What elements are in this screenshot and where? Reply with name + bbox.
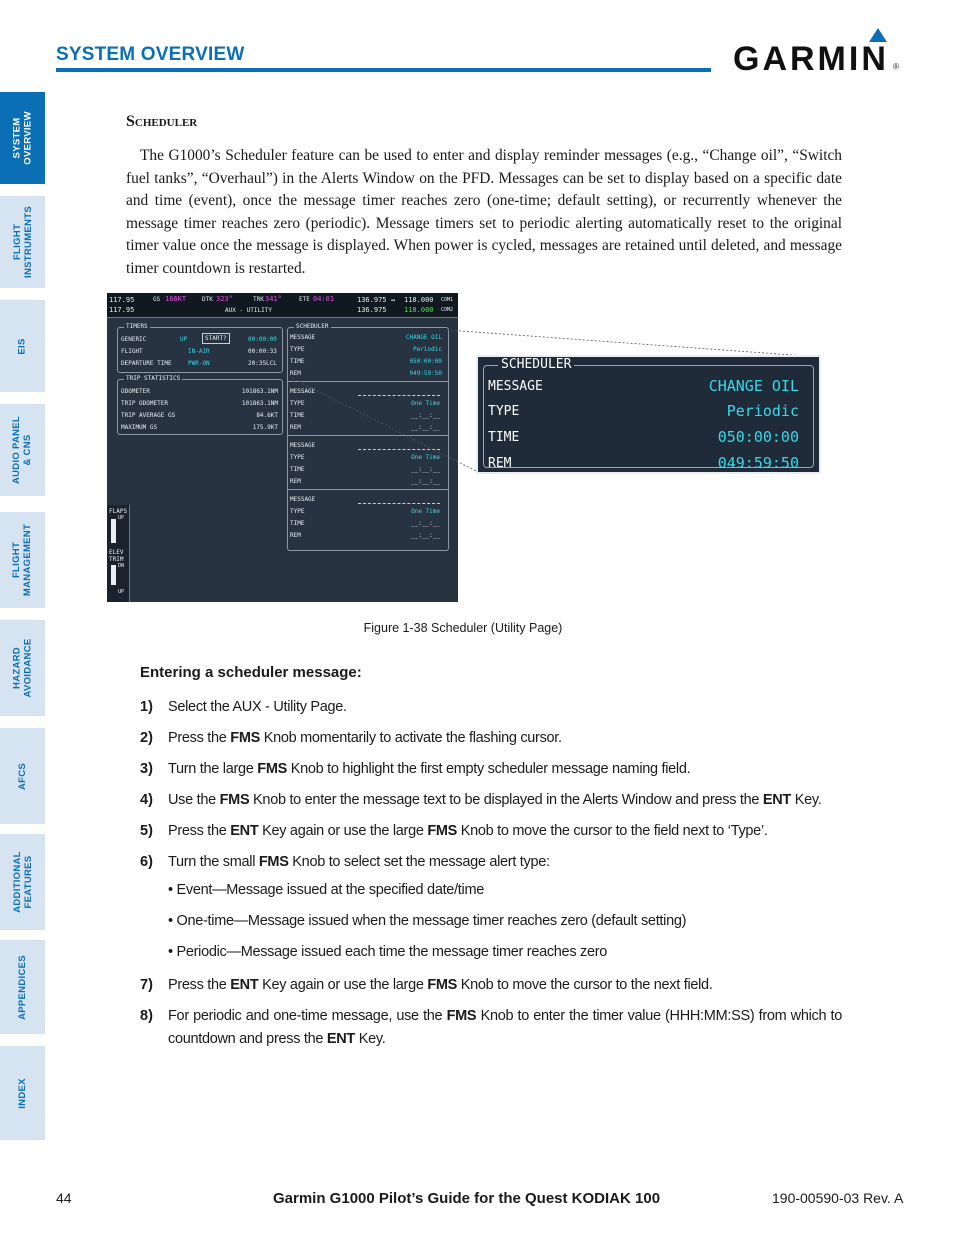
sidebar-tab-additional-features[interactable]: ADDITIONAL FEATURES [0,834,45,930]
page-number: 44 [56,1190,72,1206]
mfd-top-bar: 117.95 117.95 GS 166KT DTK 323° TRK 341° ETE 04:01 AUX - UTILITY 136.975 ↔ 118.000 COM1 136.975 118.000 COM2 [107,293,458,318]
zoom-row-time: TIME 050:00:00 [488,428,799,446]
figure-caption: Figure 1-38 Scheduler (Utility Page) [363,621,563,635]
scheduler-box: SCHEDULER MESSAGE CHANGE OIL TYPE Periodic TIME 050:00:00 REM 049:59:50 MESSAGE TYPE One Time TIME __:__:__ REM __:__:__ MESSAGE TYPE One Time TIME __:__:__ REM __:__:__ MESSAGE TYPE One Time TIME __:__:__ REM __:__:__ [287,327,449,551]
sidebar-tab-flight-instruments[interactable]: FLIGHT INSTRUMENTS [0,196,45,288]
timer-start-button[interactable]: START? [202,333,230,344]
sidebar-tab-system-overview[interactable]: SYSTEM OVERVIEW [0,92,45,184]
footer-title: Garmin G1000 Pilot’s Guide for the Quest KODIAK 100 [273,1190,661,1207]
garmin-logo: GARMIN ® [733,28,899,76]
procedure-title: Entering a scheduler message: [140,664,362,681]
trip-statistics-box: TRIP STATISTICS ODOMETER 101863.1NM TRIP ODOMETER 101863.1NM TRIP AVERAGE GS 84.6KT MAXIMUM GS 175.9KT [117,379,283,435]
sidebar-tab-appendices[interactable]: APPENDICES [0,940,45,1034]
flaps-trim-strip: FLAPS UP ELEV TRIM DN UP [107,505,130,602]
step-5: 5) Press the ENT Key again or use the large FMS Knob to move the cursor to the field next to ‘Type’. [140,823,768,839]
zoom-row-message: MESSAGE CHANGE OIL [488,377,799,395]
step-1: 1) Select the AUX - Utility Page. [140,699,347,715]
step-8: 8) For periodic and one-time message, use the FMS Knob to enter the timer value (HHH:MM:SS) from which to countdown and press the ENT Key. [140,1008,842,1047]
scheduler-zoom-callout: SCHEDULER MESSAGE CHANGE OIL TYPE Periodic TIME 050:00:00 REM 049:59:50 [476,355,821,474]
sidebar-tab-eis[interactable]: EIS [0,300,45,392]
sidebar-tab-index[interactable]: INDEX [0,1046,45,1140]
step-6: 6) Turn the small FMS Knob to select set the message alert type: [140,854,550,870]
timers-box: TIMERS GENERIC UP START? 00:00:00 FLIGHT IN-AIR 00:00:33 DEPARTURE TIME PWR-ON 20:35LCL [117,327,283,373]
bullet-event: • Event—Message issued at the specified date/time [168,882,484,898]
zoom-row-type: TYPE Periodic [488,402,799,420]
zoom-row-rem: REM 049:59:50 [488,454,799,472]
doc-number: 190-00590-03 Rev. A [772,1190,904,1206]
sidebar-tab-flight-management[interactable]: FLIGHT MANAGEMENT [0,512,45,608]
step-4: 4) Use the FMS Knob to enter the message text to be displayed in the Alerts Window and press the ENT Key. [140,792,822,808]
sidebar-tab-hazard-avoidance[interactable]: HAZARD AVOIDANCE [0,620,45,716]
step-3: 3) Turn the large FMS Knob to highlight the first empty scheduler message naming field. [140,761,691,777]
bullet-one-time: • One-time—Message issued when the message timer reaches zero (default setting) [168,913,687,929]
bullet-periodic: • Periodic—Message issued each time the message timer reaches zero [168,944,608,960]
intro-paragraph: The G1000’s Scheduler feature can be used to enter and display reminder messages (e.g., “Change oil”, “Switch fuel tanks”, “Overhaul”) in the Alerts Window on the PFD. Messages can be set to display based on a specific date and time (event), once the message timer reaches zero (one-time; default setting), or recurrently whenever the message timer reaches zero (periodic). Message timers set to periodic alerting automatically reset to the original timer value once the message is displayed. When power is cycled, messages are retained until deleted, and message timer countdown is restarted. [126,147,842,277]
step-2: 2) Press the FMS Knob momentarily to activate the flashing cursor. [140,730,562,746]
section-title: SYSTEM OVERVIEW [56,44,245,65]
sidebar-tab-audio-panel[interactable]: AUDIO PANEL & CNS [0,404,45,496]
sidebar-tab-afcs[interactable]: AFCS [0,728,45,824]
section-heading: Scheduler [126,113,198,130]
step-7: 7) Press the ENT Key again or use the large FMS Knob to move the cursor to the next field. [140,977,713,993]
